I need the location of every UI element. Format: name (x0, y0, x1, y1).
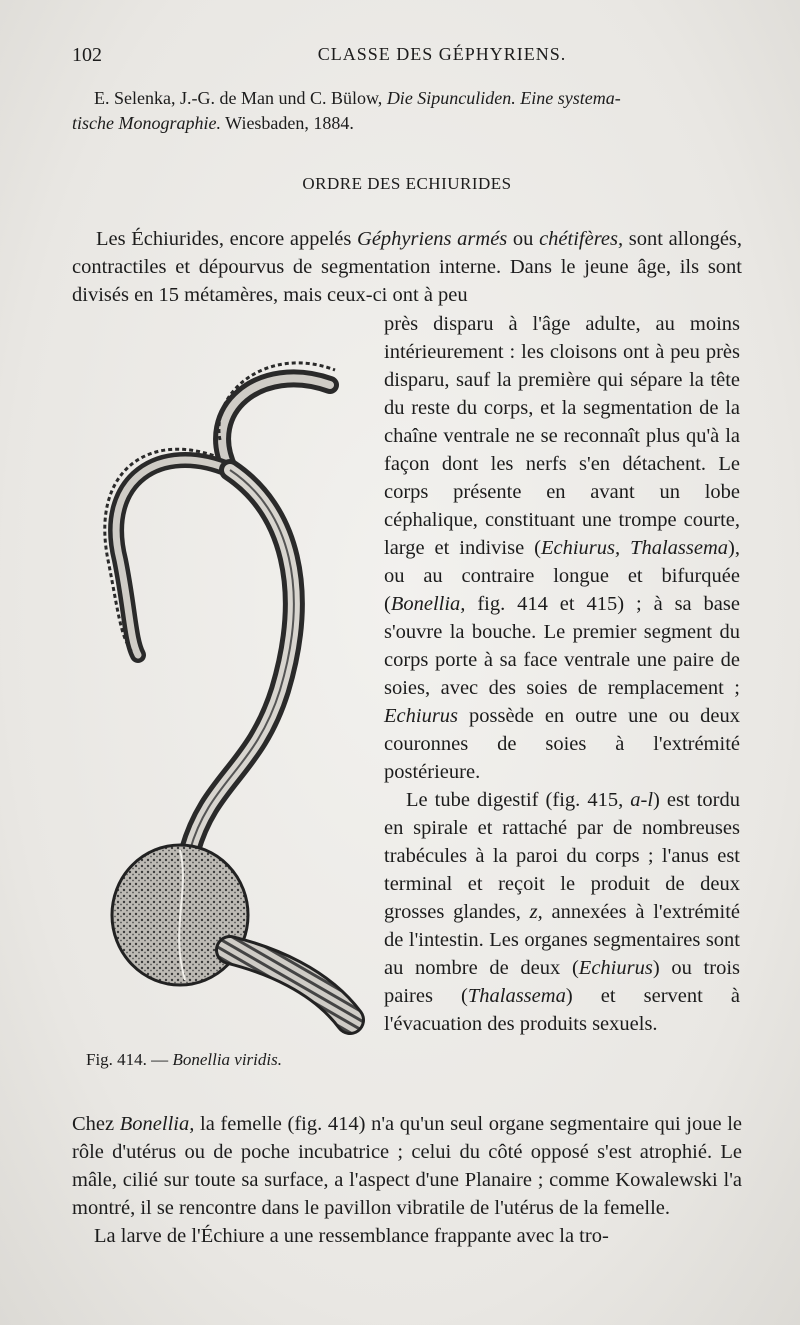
text-run: annexées à l'extrémité de l'intestin. Les organes segmentaires sont au nombre de deux ( (384, 901, 740, 979)
italic-run: Echiurus, Thalassema (540, 537, 729, 559)
italic-run: Echiurus (384, 705, 459, 727)
text-run: la femelle (fig. 414) n'a qu'un seul organe segmentaire qui joue le rôle d'utérus ou de poche incubatrice ; celui du côté opposé s'est atrophié. Le mâle, cilié sur toute sa surface, a l'aspect d'une Planaire ; comme Kowalewski l'a montré, il se rencontre dans le pavillon vibratile de l'utérus de la femelle. (72, 1113, 743, 1219)
text-run: Le tube digestif (fig. 415, (406, 789, 624, 811)
paragraph-digestive-tube (384, 786, 740, 1038)
caption-species: Bonellia viridis. (172, 1050, 282, 1069)
bottom-text (72, 1110, 742, 1250)
text-run: possède en outre une ou deux couronnes de soies à l'extrémité postérieure. (384, 705, 741, 783)
italic-run: Echiurus (578, 957, 653, 979)
right-column-text (384, 310, 740, 1038)
intro-text-2: ou (512, 228, 534, 250)
page-header (72, 44, 740, 74)
section-title: ORDRE DES ECHIURIDES (302, 174, 512, 193)
text-run: ), ou au contraire longue et bifurquée ( (384, 537, 740, 615)
intro-italic-1: Géphyriens armés (357, 228, 508, 250)
reference-title-part1: Die Sipunculiden. Eine systema- (386, 88, 621, 108)
running-head: CLASSE DES GÉPHYRIENS. (317, 44, 567, 64)
italic-run: Bonellia, (390, 593, 466, 615)
text-run: fig. 414 et 415) ; à sa base s'ouvre la bouche. Le premier segment du corps porte à sa face ventrale une paire de soies, avec des soies de remplacement ; (384, 593, 740, 699)
text-run: Chez (72, 1113, 115, 1135)
proboscis-right-lobe (219, 363, 335, 470)
proboscis-left-lobe (105, 449, 230, 655)
italic-run: z, (529, 901, 543, 923)
figure-bonellia (80, 330, 370, 1050)
text-run: ) et servent à l'évacuation des produits sexuels. (384, 985, 740, 1035)
italic-run: a-l (630, 789, 654, 811)
figure-caption (86, 1050, 376, 1070)
intro-paragraph (72, 225, 742, 309)
reference-authors: E. Selenka, J.-G. de Man und C. Bülow, (94, 88, 383, 108)
bibliographic-reference (72, 86, 742, 136)
caption-label: Fig. 414. — (86, 1050, 169, 1069)
body-posterior (230, 950, 350, 1020)
proboscis-stem (190, 470, 294, 850)
intro-italic-2: chétifères, (539, 228, 624, 250)
text-run: ) ou trois paires ( (384, 957, 740, 1007)
reference-title-part2: tische Monographie. (72, 113, 221, 133)
page-number: 102 (72, 44, 102, 66)
italic-run: Thalassema (467, 985, 566, 1007)
paragraph-body-structure (384, 310, 740, 786)
intro-text-3: sont allongés, contractiles et dépourvus de segmentation interne. Dans le jeune âge, ils sont divisés en 15 métamères, mais ceux-ci ont à peu (72, 228, 743, 306)
bonellia-illustration (80, 330, 370, 1050)
italic-run: Bonellia, (119, 1113, 195, 1135)
intro-text-1: Les Échiurides, encore appelés (96, 228, 352, 250)
text-run: ) est tordu en spirale et rattaché par de nombreuses trabécules à la paroi du corps ; l'anus est terminal et reçoit le produit de deux grosses glandes, (384, 789, 740, 923)
paragraph-larva: La larve de l'Échiure a une ressemblance frappante avec la tro- (94, 1225, 609, 1247)
reference-publisher: Wiesbaden, 1884. (225, 113, 354, 133)
text-run: près disparu à l'âge adulte, au moins intérieurement : les cloisons ont à peu près disparu, sauf la première qui sépare la tête du reste du corps, et la segmentation de la chaîne ventrale ne se reconnaît plus qu'à la façon dont les nerfs s'en détachent. Le corps présente en avant un lobe céphalique, constituant une trompe courte, large et indivise ( (384, 313, 740, 559)
paragraph-bonellia-female (72, 1110, 742, 1222)
